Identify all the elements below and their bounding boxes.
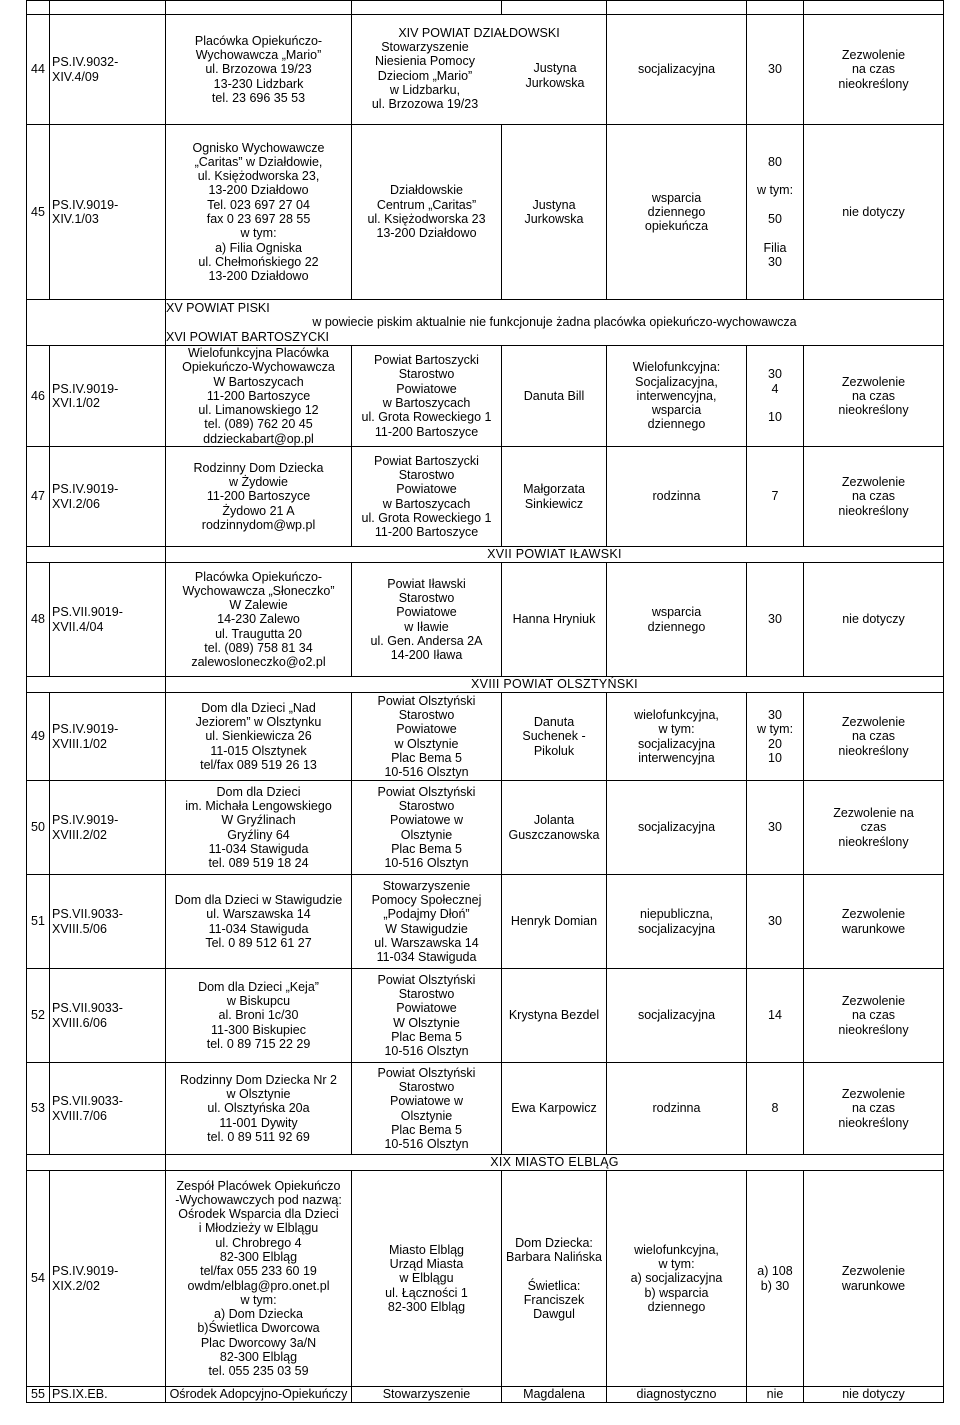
row-miejsca: 30 w tym: 20 10	[747, 693, 804, 781]
row-id: PS.IV.9019-XIX.2/02	[50, 1171, 166, 1387]
row-id: PS.VII.9033-XVIII.6/06	[50, 969, 166, 1063]
table-row	[27, 1, 944, 15]
row-zezwolenie: Zezwolenie na czas nieokreślony	[804, 1063, 944, 1155]
row-no: 51	[27, 875, 50, 969]
row-placowka: Ośrodek Adopcyjno-Opiekuńczy	[166, 1387, 352, 1403]
row-no: 47	[27, 447, 50, 547]
row-no: 45	[27, 125, 50, 300]
row-typ: socjalizacyjna	[607, 15, 747, 125]
row-organ-dyrektor	[352, 15, 607, 125]
row-zezwolenie: Zezwolenie na czas nieokreślony	[804, 781, 944, 875]
row-no: 54	[27, 1171, 50, 1387]
section-title: XVI POWIAT BARTOSZYCKI	[166, 329, 330, 344]
table-row	[27, 1171, 944, 1387]
table-row	[27, 875, 944, 969]
row-organ: Powiat Olsztyński Starostwo Powiatowe w Olsztynie Plac Bema 5 10-516 Olsztyn	[352, 781, 502, 875]
row-organ: Powiat Olsztyński Starostwo Powiatowe W Olsztynie Plac Bema 5 10-516 Olsztyn	[352, 969, 502, 1063]
row-placowka: Dom dla Dzieci „Keja” w Biskupcu al. Broni 1c/30 11-300 Biskupiec tel. 0 89 715 22 29	[166, 969, 352, 1063]
row-zezwolenie: Zezwolenie warunkowe	[804, 875, 944, 969]
row-dyrektor: Hanna Hryniuk	[502, 563, 607, 677]
row-0-zezwolenie	[804, 1, 944, 15]
row-zezwolenie: Zezwolenie na czas nieokreślony	[804, 15, 944, 125]
row-no: 50	[27, 781, 50, 875]
row-placowka: Placówka Opiekuńczo- Wychowawcza „Słoneczko” W Zalewie 14-230 Zalewo ul. Traugutta 20 tel. (089) 758 81 34 zalewosloneczko@o2.pl	[166, 563, 352, 677]
row-miejsca: 30	[747, 15, 804, 125]
row-dyrektor: Krystyna Bezdel	[502, 969, 607, 1063]
table-row	[27, 15, 944, 125]
row-miejsca: 30 4 10	[747, 346, 804, 447]
row-typ: socjalizacyjna	[607, 781, 747, 875]
row-dyrektor: Danuta Suchenek - Pikoluk	[502, 693, 607, 781]
row-dyrektor: Dom Dziecka: Barbara Nalińska Świetlica: Franciszek Dawgul	[502, 1171, 607, 1387]
row-miejsca: a) 108 b) 30	[747, 1171, 804, 1387]
row-no: 49	[27, 693, 50, 781]
row-no: 53	[27, 1063, 50, 1155]
row-dyrektor: Henryk Domian	[502, 875, 607, 969]
row-placowka: Dom dla Dzieci „Nad Jeziorem” w Olsztynku ul. Sienkiewicza 26 11-015 Olsztynek tel/fax 089 519 26 13	[166, 693, 352, 781]
row-typ: rodzinna	[607, 1063, 747, 1155]
table-row	[27, 346, 944, 447]
row-typ: Wielofunkcyjna: Socjalizacyjna, interwencyjna, wsparcia dziennego	[607, 346, 747, 447]
row-zezwolenie: Zezwolenie na czas nieokreślony	[804, 346, 944, 447]
row-miejsca: 8	[747, 1063, 804, 1155]
row-placowka: Rodzinny Dom Dziecka Nr 2 w Olsztynie ul. Olsztyńska 20a 11-001 Dywity tel. 0 89 511 92 69	[166, 1063, 352, 1155]
row-0-id	[50, 1, 166, 15]
row-id: PS.IV.9019-XVIII.1/02	[50, 693, 166, 781]
row-organ: Powiat Olsztyński Starostwo Powiatowe w Olsztynie Plac Bema 5 10-516 Olsztyn	[352, 1063, 502, 1155]
row-typ: wsparcia dziennego	[607, 563, 747, 677]
row-typ: wielofunkcyjna, w tym: socjalizacyjna interwencyjna	[607, 693, 747, 781]
section-title: XVII POWIAT IŁAWSKI	[166, 547, 944, 563]
row-0-miejsca	[747, 1, 804, 15]
row-zezwolenie: Zezwolenie warunkowe	[804, 1171, 944, 1387]
row-zezwolenie: nie dotyczy	[804, 1387, 944, 1403]
row-miejsca: 7	[747, 447, 804, 547]
row-zezwolenie: Zezwolenie na czas nieokreślony	[804, 447, 944, 547]
section-note: w powiecie piskim aktualnie nie funkcjonuje żadna placówka opiekuńczo-wychowawcza	[312, 315, 797, 330]
row-0-typ	[607, 1, 747, 15]
row-organ: Działdowskie Centrum „Caritas” ul. Księżodworska 23 13-200 Działdowo	[352, 125, 502, 300]
row-dyrektor: Małgorzata Sinkiewicz	[502, 447, 607, 547]
row-no: 48	[27, 563, 50, 677]
row-0-dyrektor	[502, 1, 607, 15]
table-row	[27, 781, 944, 875]
row-id: PS.IV.9032-XIV.4/09	[50, 15, 166, 125]
section-row	[27, 547, 944, 563]
row-typ: socjalizacyjna	[607, 969, 747, 1063]
section-title: XVIII POWIAT OLSZTYŃSKI	[166, 677, 944, 693]
row-id: PS.IV.9019-XVIII.2/02	[50, 781, 166, 875]
row-id: PS.IX.EB.	[50, 1387, 166, 1403]
row-id: PS.VII.9033-XVIII.5/06	[50, 875, 166, 969]
row-dyrektor: Danuta Bill	[502, 346, 607, 447]
section-title: XIX MIASTO ELBLĄG	[166, 1155, 944, 1171]
row-miejsca: 30	[747, 875, 804, 969]
row-miejsca: 80 w tym: 50 Filia 30	[747, 125, 804, 300]
row-miejsca: 30	[747, 781, 804, 875]
table-row	[27, 447, 944, 547]
row-organ: Powiat Olsztyński Starostwo Powiatowe w Olsztynie Plac Bema 5 10-516 Olsztyn	[352, 693, 502, 781]
row-typ: wsparcia dziennego opiekuńcza	[607, 125, 747, 300]
row-placowka: Rodzinny Dom Dziecka w Żydowie 11-200 Bartoszyce Żydowo 21 A rodzinnydom@wp.pl	[166, 447, 352, 547]
row-miejsca: 30	[747, 563, 804, 677]
row-typ: diagnostyczno	[607, 1387, 747, 1403]
row-dyrektor: Justyna Jurkowska	[525, 61, 585, 90]
section-title: XIV POWIAT DZIAŁDOWSKI	[398, 25, 560, 40]
row-miejsca: nie	[747, 1387, 804, 1403]
section-row	[27, 677, 944, 693]
table-row	[27, 125, 944, 300]
row-zezwolenie: Zezwolenie na czas nieokreślony	[804, 969, 944, 1063]
row-organ: Stowarzyszenie	[352, 1387, 502, 1403]
section-title: XV POWIAT PISKI	[166, 301, 270, 316]
row-id: PS.IV.9019-XVI.2/06	[50, 447, 166, 547]
row-dyrektor: Jolanta Guszczanowska	[502, 781, 607, 875]
row-placowka: Wielofunkcyjna Placówka Opiekuńczo-Wychowawcza W Bartoszycach 11-200 Bartoszyce ul. Limanowskiego 12 tel. (089) 762 20 45 ddzieckabart@op.pl	[166, 346, 352, 447]
row-dyrektor: Ewa Karpowicz	[502, 1063, 607, 1155]
row-0-organ	[352, 1, 502, 15]
row-zezwolenie: nie dotyczy	[804, 563, 944, 677]
section-row	[27, 300, 944, 346]
row-typ: niepubliczna, socjalizacyjna	[607, 875, 747, 969]
row-no: 52	[27, 969, 50, 1063]
table-row	[27, 1063, 944, 1155]
row-placowka: Ognisko Wychowawcze „Caritas” w Działdowie, ul. Księżodworska 23, 13-200 Działdowo Tel. 023 697 27 04 fax 0 23 697 28 55 w tym: a) Filia Ogniska ul. Chełmońskiego 22 13-200 Działdowo	[166, 125, 352, 300]
table-row	[27, 563, 944, 677]
row-typ: rodzinna	[607, 447, 747, 547]
table-row	[27, 693, 944, 781]
row-id: PS.IV.9019-XVI.1/02	[50, 346, 166, 447]
row-miejsca: 14	[747, 969, 804, 1063]
registry-table	[26, 0, 944, 1403]
row-organ: Stowarzyszenie Pomocy Społecznej „Podajmy Dłoń” W Stawigudzie ul. Warszawska 14 11-034 Stawiguda	[352, 875, 502, 969]
table-row	[27, 969, 944, 1063]
row-organ: Stowarzyszenie Niesienia Pomocy Dzieciom „Mario” w Lidzbarku, ul. Brzozowa 19/23	[371, 39, 479, 112]
row-zezwolenie: Zezwolenie na czas nieokreślony	[804, 693, 944, 781]
row-organ: Powiat Iławski Starostwo Powiatowe w Iławie ul. Gen. Andersa 2A 14-200 Iława	[352, 563, 502, 677]
row-dyrektor: Magdalena	[502, 1387, 607, 1403]
row-no: 55	[27, 1387, 50, 1403]
row-no: 44	[27, 15, 50, 125]
row-id: PS.VII.9033-XVIII.7/06	[50, 1063, 166, 1155]
table-row	[27, 1387, 944, 1403]
row-placowka: Placówka Opiekuńczo- Wychowawcza „Mario” ul. Brzozowa 19/23 13-230 Lidzbark tel. 23 696 35 53	[166, 15, 352, 125]
row-organ: Miasto Elbląg Urząd Miasta w Elblągu ul. Łączności 1 82-300 Elbląg	[352, 1171, 502, 1387]
row-placowka: Dom dla Dzieci w Stawigudzie ul. Warszawska 14 11-034 Stawiguda Tel. 0 89 512 61 27	[166, 875, 352, 969]
row-zezwolenie: nie dotyczy	[804, 125, 944, 300]
row-id: PS.VII.9019-XVII.4/04	[50, 563, 166, 677]
row-dyrektor: Justyna Jurkowska	[502, 125, 607, 300]
section-row	[27, 1155, 944, 1171]
row-organ: Powiat Bartoszycki Starostwo Powiatowe w Bartoszycach ul. Grota Roweckiego 1 11-200 Bartoszyce	[352, 346, 502, 447]
row-0-no	[27, 1, 50, 15]
row-placowka: Zespół Placówek Opiekuńczo -Wychowawczych pod nazwą: Ośrodek Wsparcia dla Dzieci i Młodzieży w Elblągu ul. Chrobrego 4 82-300 Elbląg tel/fax 055 233 60 19 owdm/elblag@pro.onet.pl w tym: a) Dom Dziecka b)Świetlica Dworcowa Plac Dworcowy 3a/N 82-300 Elbląg tel. 055 235 03 59	[166, 1171, 352, 1387]
row-id: PS.IV.9019-XIV.1/03	[50, 125, 166, 300]
row-no: 46	[27, 346, 50, 447]
row-0-placowka	[166, 1, 352, 15]
row-placowka: Dom dla Dzieci im. Michała Lengowskiego W Gryźlinach Gryźliny 64 11-034 Stawiguda tel. 089 519 18 24	[166, 781, 352, 875]
row-organ: Powiat Bartoszycki Starostwo Powiatowe w Bartoszycach ul. Grota Roweckiego 1 11-200 Bartoszyce	[361, 453, 492, 540]
row-typ: wielofunkcyjna, w tym: a) socjalizacyjna b) wsparcia dziennego	[607, 1171, 747, 1387]
